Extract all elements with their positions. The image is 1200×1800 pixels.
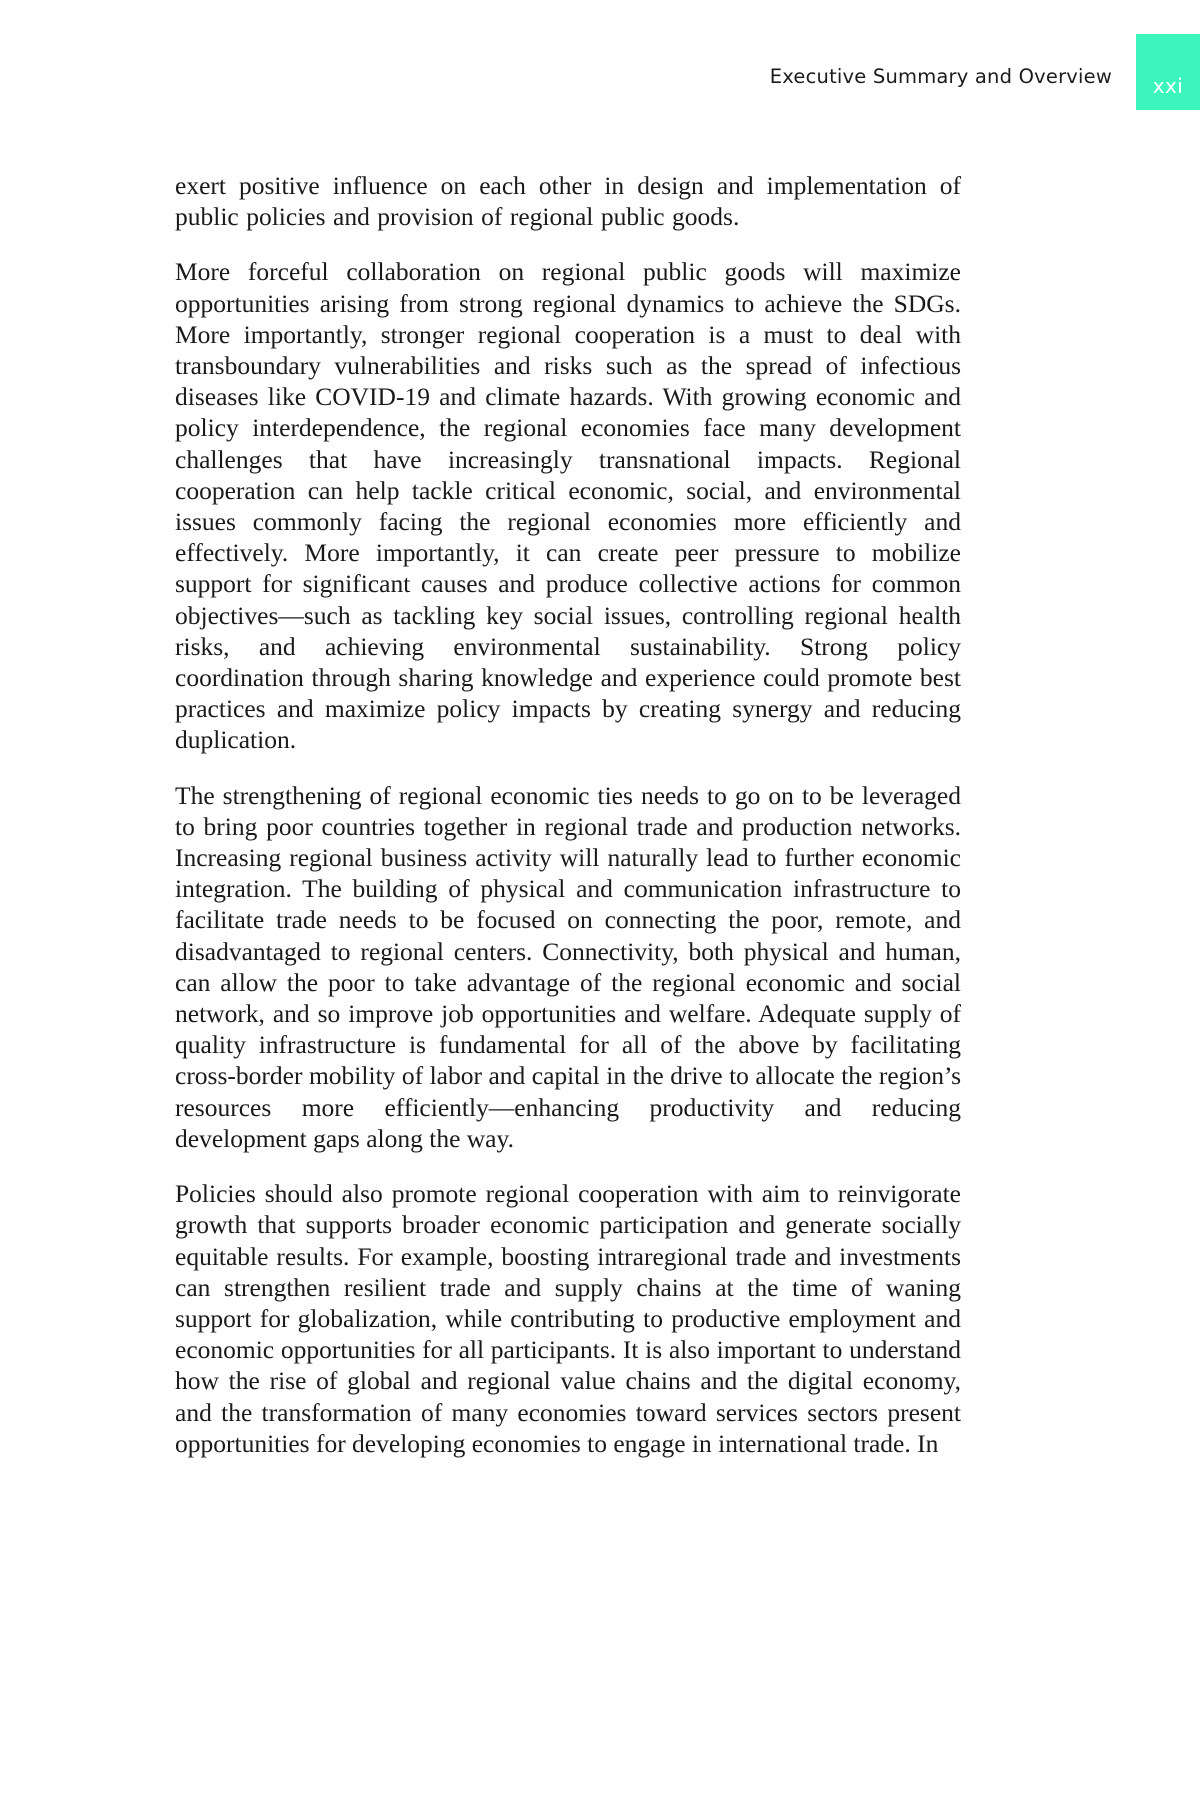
body-paragraph: The strengthening of regional economic ties needs to go on to be leveraged to bring poor countries together in regional trade and production networks. Increasing regional business activity will naturally lead to further economic integration. The building of physical and communication infrastructure to facilitate trade needs to be focused on connecting the poor, remote, and disadvantaged to regional centers. Connectivity, both physical and human, can allow the poor to take advantage of the regional economic and social network, and so improve job opportunities and welfare. Adequate supply of quality infrastructure is fundamental for all of the above by facilitating cross-border mobility of labor and capital in the drive to allocate the region’s resources more efficiently—enhancing productivity and reducing development gaps along the way.: [175, 780, 961, 1153]
body-paragraph: More forceful collaboration on regional public goods will maximize opportunities arising from strong regional dynamics to achieve the SDGs. More importantly, stronger regional cooperation is a must to deal with transboundary vulnerabilities and risks such as the spread of infectious diseases like COVID-19 and climate hazards. With growing economic and policy interdependence, the regional economies face many development challenges that have increasingly transnational impacts. Regional cooperation can help tackle critical economic, social, and environmental issues commonly facing the regional economies more efficiently and effectively. More importantly, it can create peer pressure to mobilize support for significant causes and produce collective actions for common objectives—such as tackling key social issues, controlling regional health risks, and achieving environmental sustainability. Strong policy coordination through sharing knowledge and experience could promote best practices and maximize policy impacts by creating synergy and reducing duplication.: [175, 257, 961, 755]
body-paragraph: Policies should also promote regional cooperation with aim to reinvigorate growth that supports broader economic participation and generate socially equitable results. For example, boosting intraregional trade and investments can strengthen resilient trade and supply chains at the time of waning support for globalization, while contributing to productive employment and economic opportunities for all participants. It is also important to understand how the rise of global and regional value chains and the digital economy, and the transformation of many economies toward services sectors present opportunities for developing economies to engage in international trade. In: [175, 1179, 961, 1458]
page-number: xxi: [1152, 74, 1184, 98]
header-title: Executive Summary and Overview: [769, 65, 1112, 88]
body-paragraph: exert positive influence on each other in design and implementation of public policies and provision of regional public goods.: [175, 171, 961, 232]
running-header: [0, 0, 1200, 120]
folio-badge: [1136, 34, 1200, 110]
body-text-column: [175, 170, 961, 1459]
